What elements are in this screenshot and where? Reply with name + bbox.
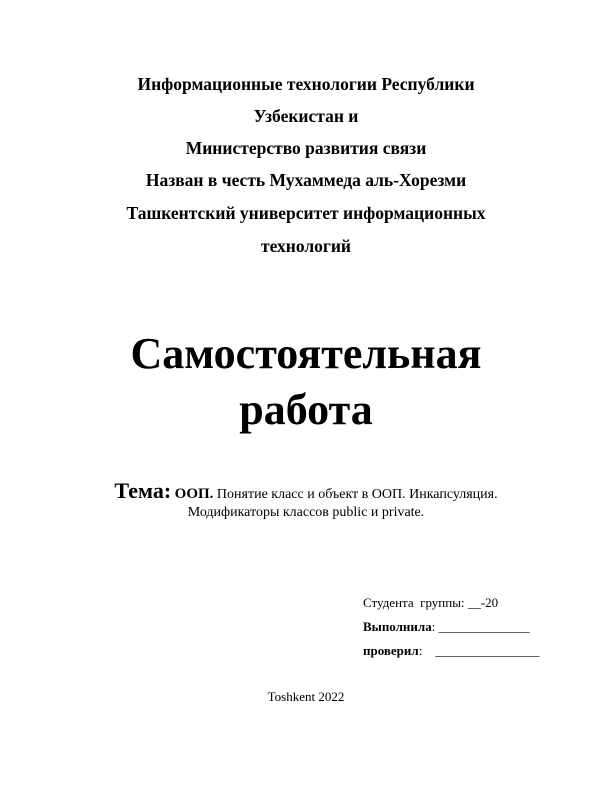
checked-by — [363, 643, 539, 659]
header-line-2: Узбекистан и — [253, 106, 359, 126]
checked-value: : ________________ — [418, 643, 540, 658]
student-group: Студента группы: __-20 — [363, 595, 499, 610]
performed-by — [363, 619, 530, 635]
topic-label: Тема: — [114, 478, 172, 503]
header-line-6: технологий — [260, 236, 352, 256]
performed-label: Выполнила — [363, 619, 432, 634]
topic-line-1 — [0, 478, 612, 505]
footer-city-year: Toshkent 2022 — [267, 689, 345, 704]
checked-label: проверил — [363, 643, 419, 658]
topic-text-1: Понятие класс и объект в ООП. Инкапсуляция. — [216, 487, 498, 502]
performed-value: : ______________ — [431, 619, 530, 634]
topic-line-2: Модификаторы классов public и private. — [187, 505, 425, 520]
header-line-5: Ташкентский университет информационных — [126, 203, 486, 223]
header-line-3: Министерство развития связи — [185, 138, 427, 158]
header-line-4: Назван в честь Мухаммеда аль-Хорезми — [145, 170, 467, 190]
topic-oop: ООП. — [174, 486, 214, 502]
title-line-1: Самостоятельная — [130, 329, 482, 378]
header-line-1: Информационные технологии Республики — [137, 74, 475, 94]
title-line-2: работа — [239, 385, 373, 434]
